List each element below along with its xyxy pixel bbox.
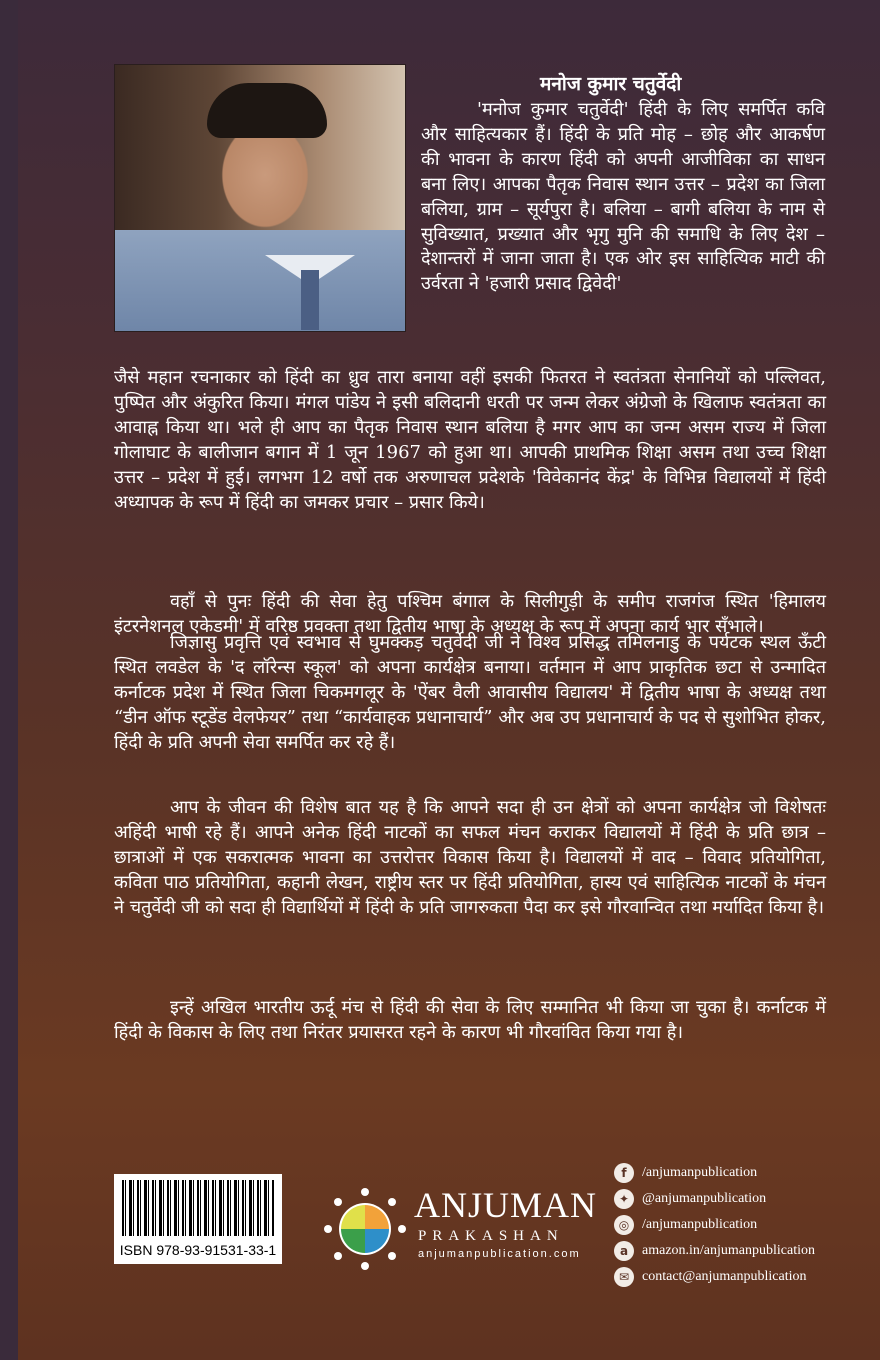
social-instagram[interactable] (614, 1212, 815, 1238)
spine-edge (0, 0, 18, 1360)
barcode-bars (122, 1180, 274, 1236)
author-photo (114, 64, 406, 332)
bio-paragraph-3: जिज्ञासु प्रवृत्ति एवं स्वभाव से घुमक्कड़ चतुर्वेदी जी ने विश्व प्रसिद्ध तमिलनाडु के पर्यटक स्थल ऊँटी स्थित लवडेल के 'द लॉरेन्स स्कूल' को अपना कार्यक्षेत्र बनाया। वर्तमान में आप प्राकृतिक छटा से उन्मादित कर्नाटक प्रदेश में स्थित जिला चिकमगलूर के 'ऐंबर वैली आवासीय विद्यालय' में द्वितीय भाषा के अध्यक्ष तथा “डीन ऑफ स्टूडेंड वेलफेयर” तथा “कार्यवाहक प्रधानाचार्य” और अब उप प्रधानाचार्य के पद से सुशोभित होकर, हिंदी के प्रति अपनी सेवा समर्पित कर रहे हैं। (114, 632, 826, 753)
bio-intro-continued: जैसे महान रचनाकार को हिंदी का ध्रुव तारा बनाया वहीं इसकी फितरत ने स्वतंत्रता सेनानियों को पल्लिवत, पुष्पित और अंकुरित किया। मंगल पांडेय ने इसी बलिदानी धरती पर जन्म लेकर अंग्रेजो के खिलाफ स्वतंत्रता का आवाह्न किया था। भले ही आप का पैतृक निवास स्थान बलिया है मगर आप का जन्म असम राज्य में जिला गोलाघाट के बालीजान बगान में 1 जून 1967 को हुआ था। आपकी प्राथमिक शिक्षा असम तथा उच्च शिक्षा उत्तर – प्रदेश में हुई। लगभग 12 वर्षो तक अरुणाचल प्रदेशके 'विवेकानंद केंद्र' के विभिन्न विद्यालयों में हिंदी अध्यापक के रूप में हिंदी का जमकर प्रचार – प्रसार किये। (114, 367, 826, 513)
social-instagram-text: /anjumanpublication (642, 1217, 758, 1232)
author-name: मनोज कुमार चतुर्वेदी (540, 73, 682, 95)
social-links (614, 1160, 815, 1290)
social-facebook-text: /anjumanpublication (642, 1165, 758, 1180)
publisher-website[interactable]: anjumanpublication.com (418, 1248, 581, 1260)
social-mail[interactable] (614, 1264, 815, 1290)
isbn-number: ISBN 978-93-91531-33-1 (119, 1242, 277, 1258)
social-mail-text: contact@anjumanpublication (642, 1269, 807, 1284)
amazon-icon: a (614, 1241, 634, 1261)
bio-paragraph-4: आप के जीवन की विशेष बात यह है कि आपने सदा ही उन क्षेत्रों को अपना कार्यक्षेत्र जो विशेषतः अहिंदी भाषी रहे हैं। आपने अनेक हिंदी नाटकों का सफल मंचन कराकर विद्यालयों में हिंदी के प्रति छात्र – छात्राओं में एक सकरात्मक भावना का उत्तरोत्तर विकास किया है। विद्यालयों में वाद – विवाद प्रतियोगिता, कविता पाठ प्रतियोगिता, कहानी लेखन, राष्ट्रीय स्तर पर हिंदी प्रतियोगिता, हास्य एवं साहित्यिक नाटकों के मंचन ने चतुर्वेदी जी को सदा ही विद्यार्थियों में हिंदी के प्रति जागरुकता पैदा कर इसे गौरवान्वित तथा मर्यादित किया है। (114, 797, 826, 918)
facebook-icon: f (614, 1163, 634, 1183)
publisher-logo-icon (322, 1186, 408, 1272)
social-amazon-text: amazon.in/anjumanpublication (642, 1243, 816, 1258)
social-amazon[interactable] (614, 1238, 815, 1264)
mail-icon: ✉ (614, 1267, 634, 1287)
social-facebook[interactable] (614, 1160, 815, 1186)
barcode (114, 1174, 282, 1264)
bio-paragraph-5: इन्हें अखिल भारतीय ऊर्दू मंच से हिंदी की सेवा के लिए सम्मानित भी किया जा चुका है। कर्नाटक में हिंदी के विकास के लिए तथा निरंतर प्रयासरत रहने के कारण भी गौरवांवित किया गया है। (114, 997, 826, 1043)
instagram-icon: ◎ (614, 1215, 634, 1235)
publisher-name: ANJUMAN (414, 1185, 598, 1225)
bio-intro: 'मनोज कुमार चतुर्वेदी' हिंदी के लिए समर्पित कवि और साहित्यकार हैं। हिंदी के प्रति मोह – छोह और आकर्षण की भावना के कारण हिंदी को अपनी आजीविका का साधन बना लिए। आपका पैतृक निवास स्थान उत्तर – प्रदेश का जिला बलिया, ग्राम – सूर्यपुरा है। बलिया – बागी बलिया के नाम से सुविख्यात, प्रख्यात और भृगु मुनि की समाधि के लिए देश – देशान्तरों में जाना जाता है। एक ओर इस साहित्यिक माटी की उर्वरता ने 'हजारी प्रसाद द्विवेदी' (421, 99, 825, 295)
social-twitter-text: @anjumanpublication (642, 1191, 767, 1206)
bio-paragraph-2: वहाँ से पुनः हिंदी की सेवा हेतु पश्चिम बंगाल के सिलीगुड़ी के समीप राजगंज स्थित 'हिमालय इंटरनेशनल एकेडमी' में वरिष्ठ प्रवक्ता तथा द्वितीय भाषा के अध्यक्ष के रूप में अपना कार्य भार सँभाले। (114, 591, 826, 637)
social-twitter[interactable] (614, 1186, 815, 1212)
twitter-icon: ✦ (614, 1189, 634, 1209)
publisher-subtitle: PRAKASHAN (418, 1228, 564, 1244)
